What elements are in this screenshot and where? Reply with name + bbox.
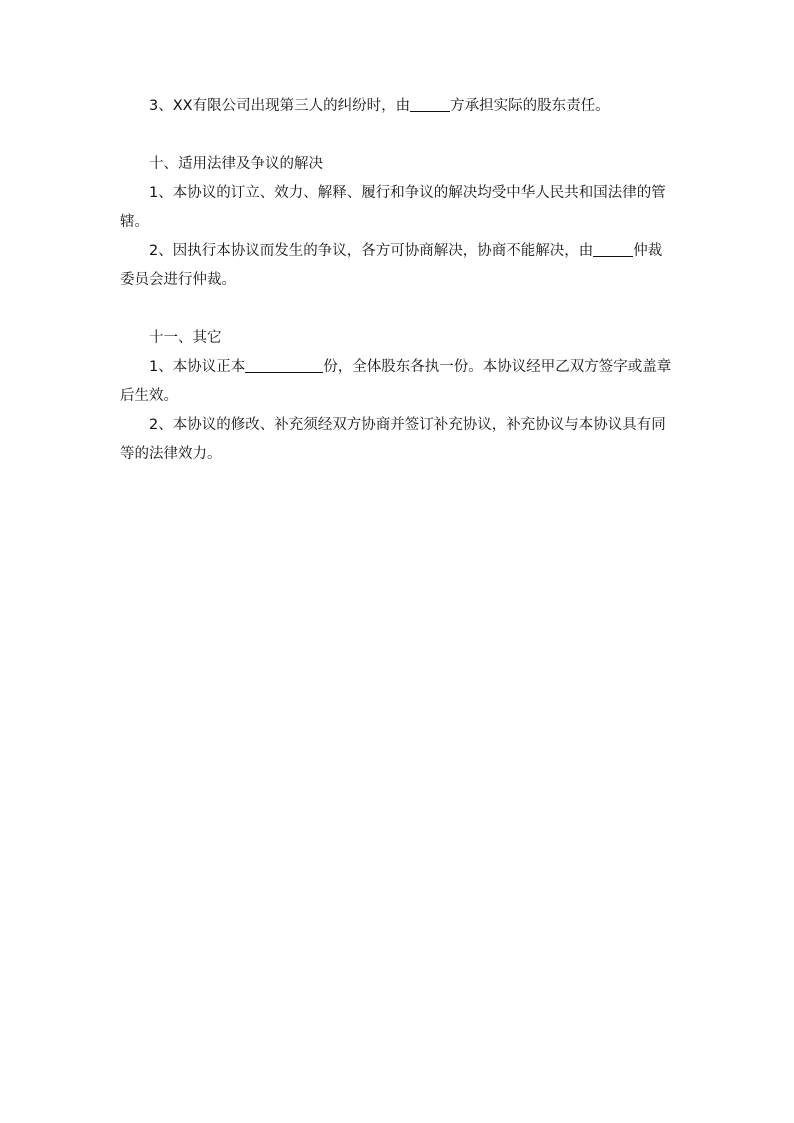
section-11-title: 十一、其它: [149, 330, 222, 346]
blank-line: [245, 356, 323, 373]
document-body: [120, 92, 676, 469]
section-10-clause-2-before: 2、因执行本协议而发生的争议，各方可协商解决，协商不能解决，由: [149, 243, 594, 259]
clause-3-text-before: 3、XX有限公司出现第三人的纠纷时，由: [149, 98, 411, 114]
blank-line: [410, 95, 450, 112]
section-gap: [120, 295, 676, 324]
section-11-clause-1: [120, 353, 676, 411]
section-11-clause-2: 2、本协议的修改、补充须经双方协商并签订补充协议，补充协议与本协议具有同等的法律效力。: [120, 417, 666, 462]
clause-3: [120, 92, 676, 121]
section-10-title: 十、适用法律及争议的解决: [149, 156, 323, 172]
section-gap: [120, 121, 676, 150]
section-11-clause-1-before: 1、本协议正本: [149, 359, 246, 375]
section-10-clause-2: [120, 237, 676, 295]
section-10-clause-2-after: 仲裁委员会进行仲裁。: [120, 243, 663, 288]
section-10-clause-1: 1、本协议的订立、效力、解释、履行和争议的解决均受中华人民共和国法律的管辖。: [120, 185, 666, 230]
clause-3-text-after: 方承担实际的股东责任。: [450, 98, 610, 114]
section-11-clause-1-after: 份，全体股东各执一份。本协议经甲乙双方签字或盖章后生效。: [120, 359, 672, 404]
blank-line: [593, 240, 633, 257]
